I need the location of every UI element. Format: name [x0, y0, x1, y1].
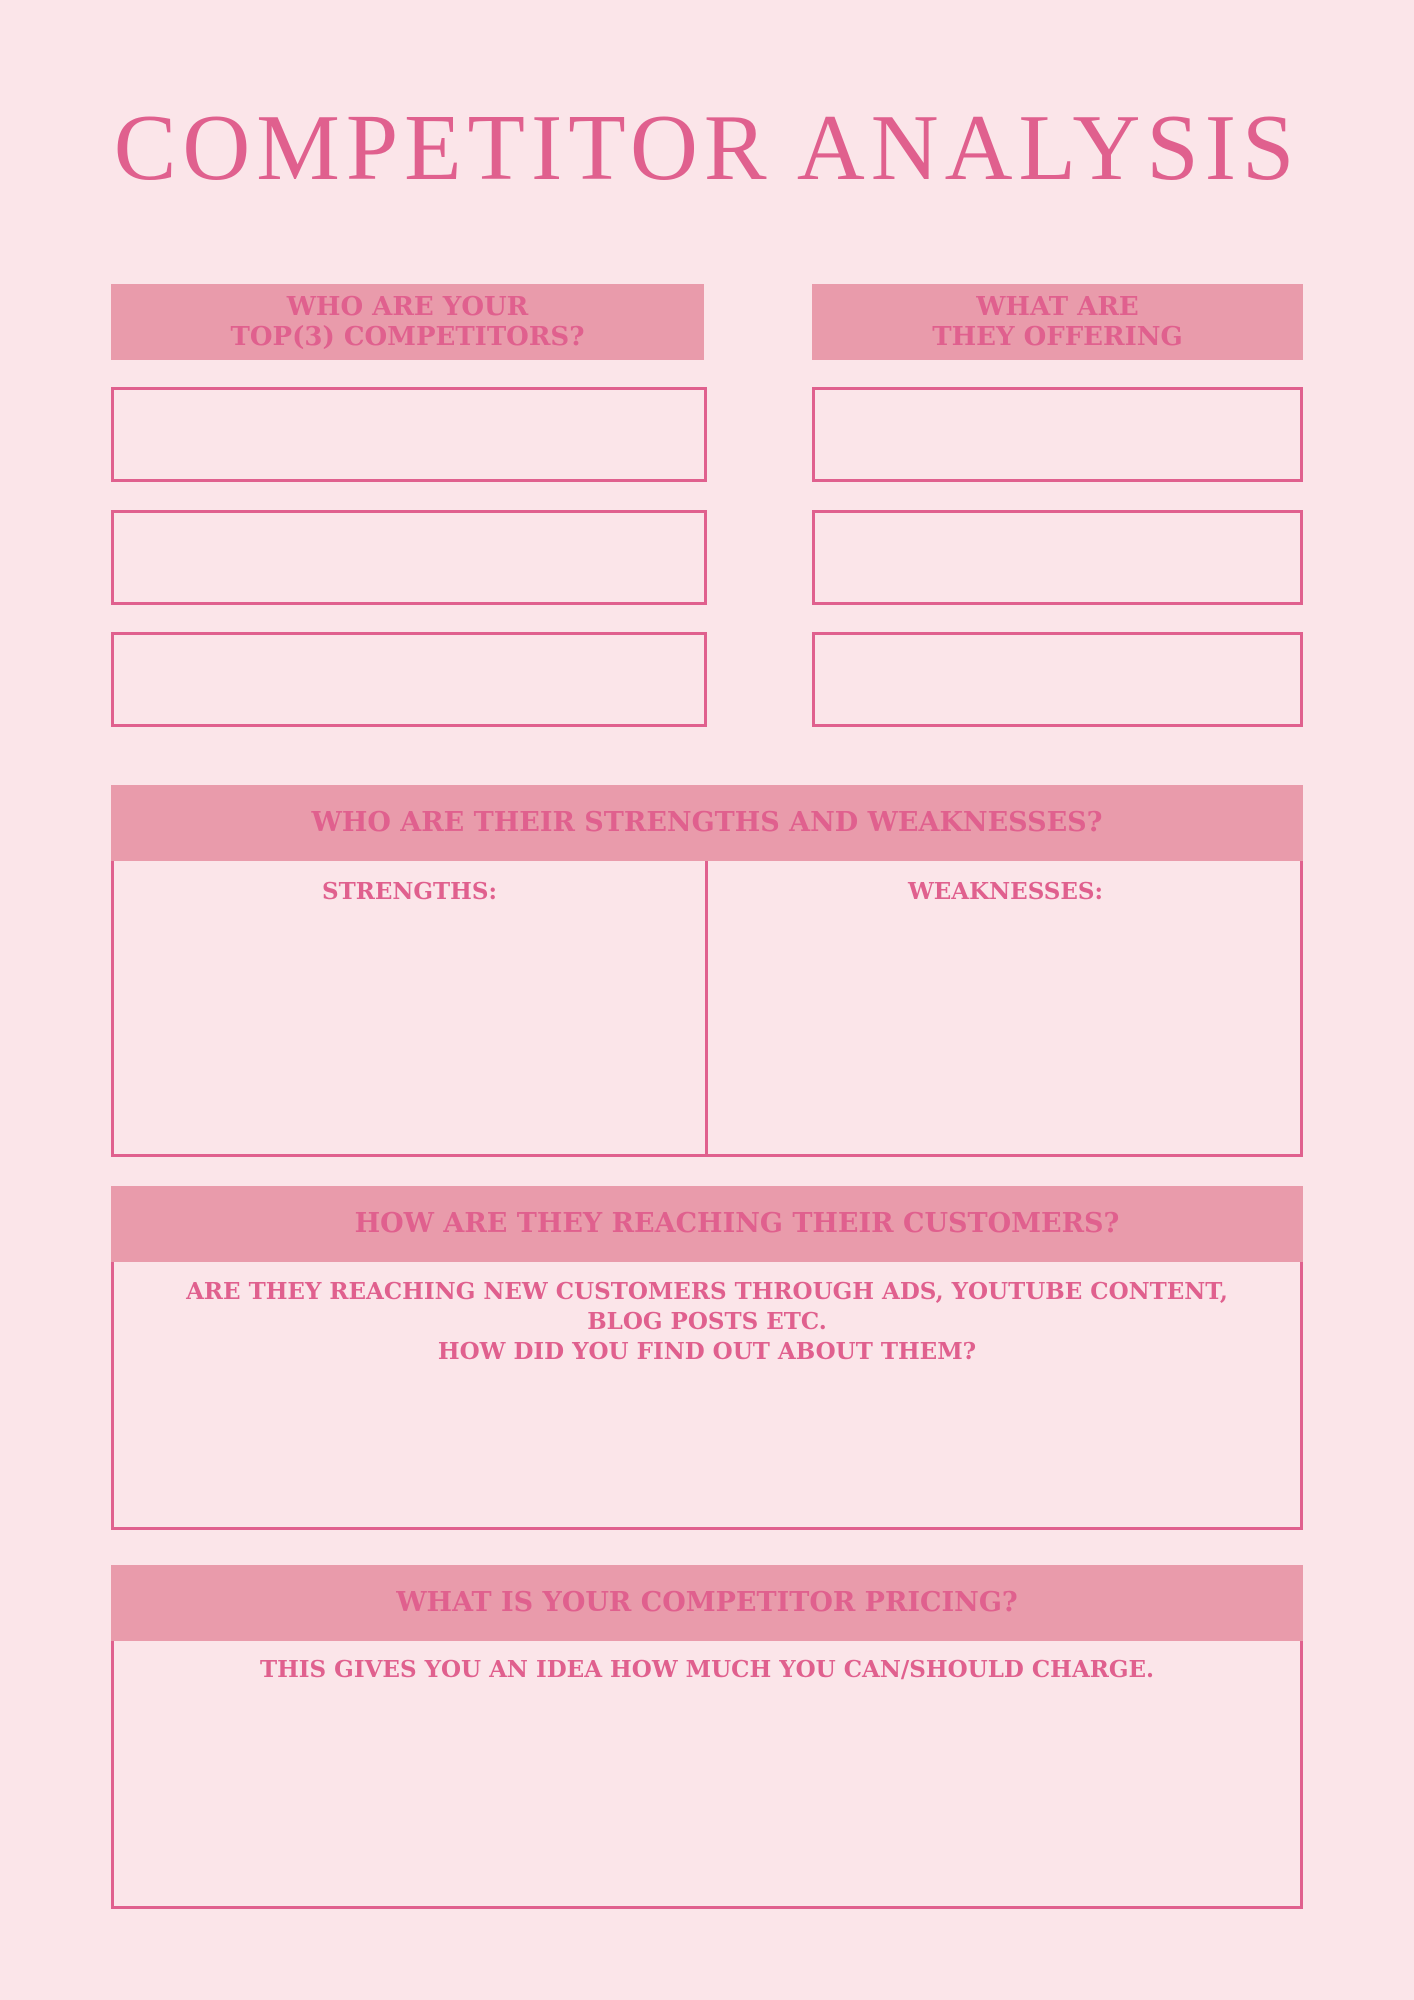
- reaching-prompt-line3: HOW DID YOU FIND OUT ABOUT THEM?: [437, 1338, 977, 1365]
- offering-3-field[interactable]: [812, 632, 1303, 727]
- pricing-prompt: THIS GIVES YOU AN IDEA HOW MUCH YOU CAN/SHOULD CHARGE.: [259, 1656, 1155, 1683]
- weaknesses-label: WEAKNESSES:: [907, 878, 1104, 905]
- offering-1-field[interactable]: [812, 387, 1303, 482]
- offering-header-line1: WHAT ARE: [976, 292, 1139, 322]
- offering-header: [812, 284, 1303, 360]
- competitor-3-field[interactable]: [111, 632, 707, 727]
- strengths-weaknesses-header: WHO ARE THEIR STRENGTHS AND WEAKNESSES?: [111, 785, 1303, 861]
- page-title: COMPETITOR ANALYSIS: [113, 96, 1301, 200]
- reaching-prompt-line2: BLOG POSTS ETC.: [587, 1308, 827, 1335]
- reaching-prompt-line1: ARE THEY REACHING NEW CUSTOMERS THROUGH ADS, YOUTUBE CONTENT,: [186, 1278, 1228, 1305]
- reaching-customers-prompt: [112, 1277, 1302, 1367]
- pricing-header: WHAT IS YOUR COMPETITOR PRICING?: [111, 1565, 1303, 1641]
- offering-2-field[interactable]: [812, 510, 1303, 605]
- competitors-header-line2: TOP(3) COMPETITORS?: [230, 322, 585, 352]
- competitors-header: [111, 284, 704, 360]
- strengths-label: STRENGTHS:: [322, 878, 497, 905]
- competitor-1-field[interactable]: [111, 387, 707, 482]
- offering-header-line2: THEY OFFERING: [932, 322, 1183, 352]
- competitors-header-line1: WHO ARE YOUR: [286, 292, 529, 322]
- competitor-2-field[interactable]: [111, 510, 707, 605]
- reaching-customers-header: HOW ARE THEY REACHING THEIR CUSTOMERS?: [111, 1186, 1303, 1262]
